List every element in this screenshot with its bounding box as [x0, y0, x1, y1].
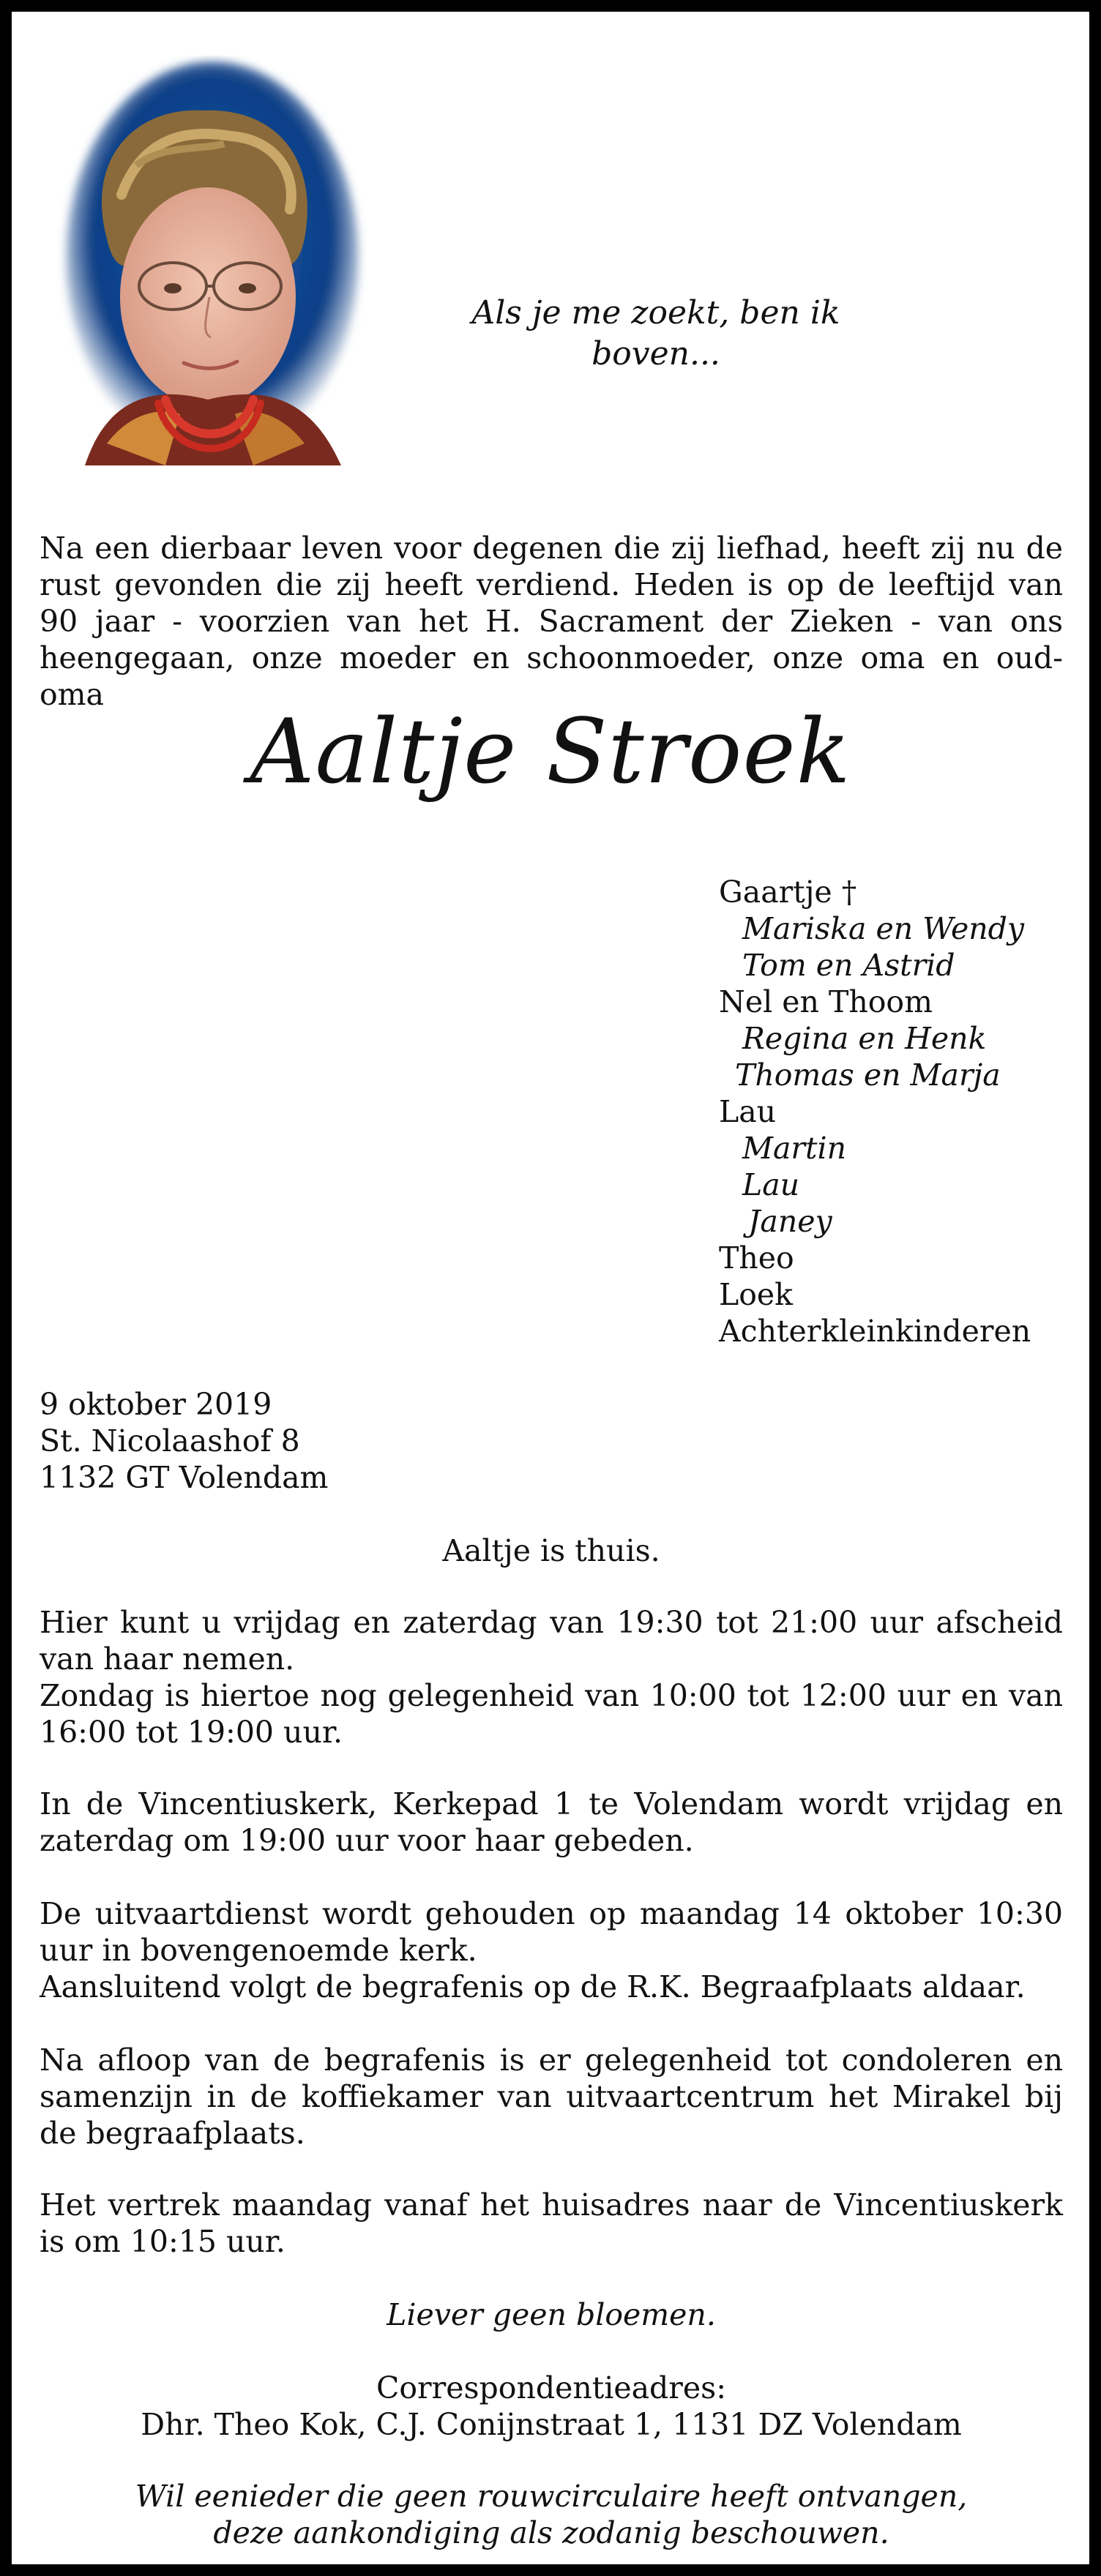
- service-paragraph: De uitvaartdienst wordt gehouden op maandag 14 oktober 10:30 uur in bovengenoemde kerk.: [40, 1896, 1063, 1968]
- family-list: [719, 874, 1070, 1349]
- address-city: 1132 GT Volendam: [40, 1460, 329, 1495]
- family-grandchild: Martin: [742, 1131, 847, 1166]
- correspondence-label: Correspondentieadres:: [376, 2370, 727, 2405]
- obituary-card: [12, 12, 1089, 2564]
- correspondence-address: Dhr. Theo Kok, C.J. Conijnstraat 1, 1131 DZ Volendam: [141, 2407, 962, 2442]
- family-child: Achterkleinkinderen: [719, 1314, 1031, 1349]
- announcement-date: 9 oktober 2019: [40, 1387, 272, 1422]
- family-grandchild: Tom en Astrid: [742, 948, 955, 983]
- motto: Als je me zoekt, ben ik boven...: [471, 294, 840, 372]
- prayer-paragraph: In de Vincentiuskerk, Kerkepad 1 te Volendam wordt vrijdag en zaterdag om 19:00 uur voor haar gebeden.: [40, 1786, 1063, 1858]
- sunday-paragraph: Zondag is hiertoe nog gelegenheid van 10:00 tot 12:00 uur en van 16:00 tot 19:00 uur.: [40, 1678, 1063, 1750]
- family-child: Theo: [719, 1240, 794, 1276]
- visiting-paragraph: Hier kunt u vrijdag en zaterdag van 19:30 tot 21:00 uur afscheid van haar nemen.: [40, 1605, 1063, 1677]
- home-address: [40, 1386, 552, 1496]
- family-child: Lau: [719, 1094, 777, 1129]
- portrait-photo: [56, 56, 369, 492]
- closing-line-1: Wil eenieder die geen rouwcirculaire heeft ontvangen,: [135, 2479, 968, 2514]
- family-grandchild: Thomas en Marja: [735, 1057, 1001, 1093]
- burial-paragraph: Aansluitend volgt de begrafenis op de R.K. Begraafplaats aldaar.: [40, 1969, 1026, 2004]
- condolence-paragraph: Na afloop van de begrafenis is er gelegenheid tot condoleren en samenzijn in de koffiekamer van uitvaartcentrum het Mirakel bij de begraafplaats.: [40, 2043, 1063, 2151]
- family-grandchild: Lau: [742, 1167, 800, 1202]
- departure-paragraph: Het vertrek maandag vanaf het huisadres naar de Vincentiuskerk is om 10:15 uur.: [40, 2187, 1063, 2259]
- no-flowers-note: Liever geen bloemen.: [387, 2297, 716, 2332]
- family-grandchild: Janey: [748, 1204, 832, 1239]
- family-child: Gaartje †: [719, 875, 857, 910]
- at-home-line: Aaltje is thuis.: [442, 1533, 660, 1568]
- family-grandchild: Regina en Henk: [742, 1021, 987, 1056]
- deceased-name: Aaltje Stroek: [250, 700, 851, 804]
- family-child: Nel en Thoom: [719, 984, 933, 1019]
- address-street: St. Nicolaashof 8: [40, 1423, 300, 1459]
- intro-paragraph: Na een dierbaar leven voor degenen die zij liefhad, heeft zij nu de rust gevonden die zij heeft verdiend. Heden is op de leeftijd van 90 jaar - voorzien van het H. Sacrament der Zieken - van ons heengegaan, onze moeder en schoonmoeder, onze oma en oud-oma: [40, 531, 1063, 712]
- family-grandchild: Mariska en Wendy: [742, 911, 1025, 946]
- family-child: Loek: [719, 1277, 794, 1312]
- closing-line-2: deze aankondiging als zodanig beschouwen.: [213, 2515, 889, 2550]
